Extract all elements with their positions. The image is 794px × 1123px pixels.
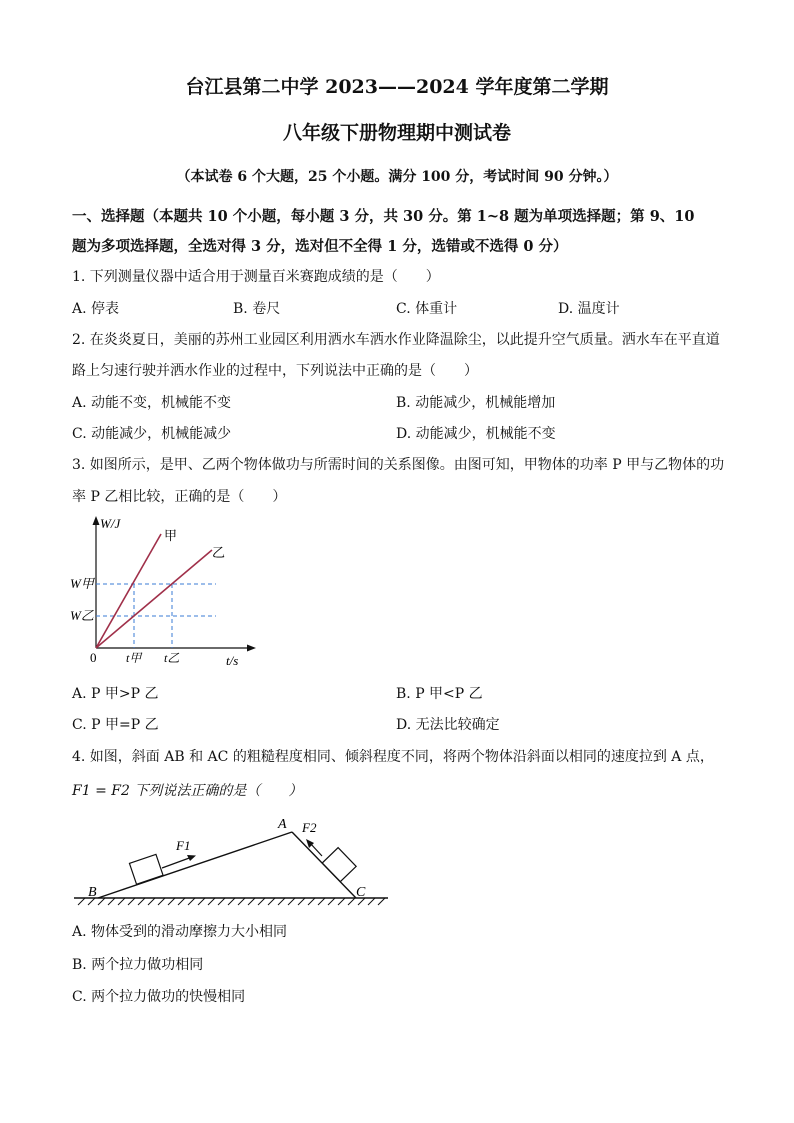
line-yi-label: 乙	[212, 545, 226, 560]
q4-option-c: C. 两个拉力做功的快慢相同	[72, 989, 246, 1005]
section-heading-line1: 一、选择题（本题共 10 个小题，每小题 3 分，共 30 分。第 1~8 题为单项选择题；第 9、10	[72, 208, 695, 225]
incline-ab	[98, 832, 292, 898]
q2-option-b: B. 动能减少，机械能增加	[396, 395, 556, 411]
q2-stem-line1: 2. 在炎炎夏日，美丽的苏州工业园区利用洒水车洒水作业降温除尘，以此提升空气质量。洒水车在平直道	[72, 332, 720, 348]
exam-subtitle: 八年级下册物理期中测试卷	[282, 122, 511, 144]
q3-stem-line1: 3. 如图所示，是甲、乙两个物体做功与所需时间的关系图像。由图可知，甲物体的功率 P 甲与乙物体的功	[72, 457, 725, 473]
y-axis-label: W/J	[100, 516, 121, 531]
block-on-ab	[129, 854, 163, 884]
line-jia	[96, 534, 161, 648]
point-c-label: C	[356, 885, 366, 900]
q3-option-a: A. P 甲>P 乙	[72, 686, 159, 702]
line-yi	[96, 550, 212, 648]
q2-option-d: D. 动能减少，机械能不变	[396, 426, 556, 442]
y-axis-arrow-icon	[93, 516, 100, 525]
q1-option-d: D. 温度计	[558, 301, 620, 317]
force-f1-label: F1	[176, 838, 191, 853]
ground-hatching	[78, 898, 385, 905]
q1-option-a: A. 停表	[72, 301, 120, 317]
point-a-label: A	[278, 817, 287, 832]
block-on-ac	[322, 848, 356, 882]
q2-option-c: C. 动能减少，机械能减少	[72, 426, 232, 442]
q4-option-a: A. 物体受到的滑动摩擦力大小相同	[72, 924, 288, 940]
section-heading-line2: 题为多项选择题，全选对得 3 分，选对但不全得 1 分，选错或不选得 0 分）	[72, 238, 568, 255]
line-jia-label: 甲	[164, 528, 178, 543]
origin-label: 0	[90, 650, 97, 665]
force-f1-arrow	[162, 857, 192, 868]
q2-stem-line2: 路上匀速行驶并洒水作业的过程中，下列说法中正确的是（ ）	[72, 363, 478, 379]
q2-option-a: A. 动能不变，机械能不变	[72, 395, 232, 411]
q4-option-b: B. 两个拉力做功相同	[72, 957, 204, 973]
q3-option-d: D. 无法比较确定	[396, 717, 500, 733]
q1-option-c: C. 体重计	[396, 301, 458, 317]
point-b-label: B	[88, 885, 97, 900]
q3-stem-line2: 率 P 乙相比较，正确的是（ ）	[72, 489, 287, 505]
q3-option-c: C. P 甲=P 乙	[72, 717, 159, 733]
force-f2-label: F2	[302, 820, 317, 835]
q3-work-time-graph	[66, 512, 266, 672]
q1-option-b: B. 卷尺	[233, 301, 281, 317]
q4-stem-line1: 4. 如图，斜面 AB 和 AC 的粗糙程度相同、倾斜程度不同，将两个物体沿斜面以相同的速度拉到 A 点，	[72, 749, 714, 765]
q1-stem: 1. 下列测量仪器中适合用于测量百米赛跑成绩的是（ ）	[72, 269, 440, 285]
q3-option-b: B. P 甲<P 乙	[396, 686, 483, 702]
q4-stem-line2: F1 = F2 下列说法正确的是（ ）	[72, 783, 303, 799]
x-axis-label: t/s	[226, 653, 239, 668]
w-yi-label: W乙	[70, 608, 94, 623]
x-axis-arrow-icon	[247, 645, 256, 652]
exam-title: 台江县第二中学 2023——2024 学年度第二学期	[185, 76, 609, 98]
t-yi-label: t乙	[164, 651, 180, 665]
t-jia-label: t甲	[126, 651, 142, 665]
w-jia-label: W甲	[70, 576, 94, 591]
q4-incline-figure	[66, 810, 396, 910]
exam-note: （本试卷 6 个大题，25 个小题。满分 100 分，考试时间 90 分钟。）	[176, 169, 618, 185]
